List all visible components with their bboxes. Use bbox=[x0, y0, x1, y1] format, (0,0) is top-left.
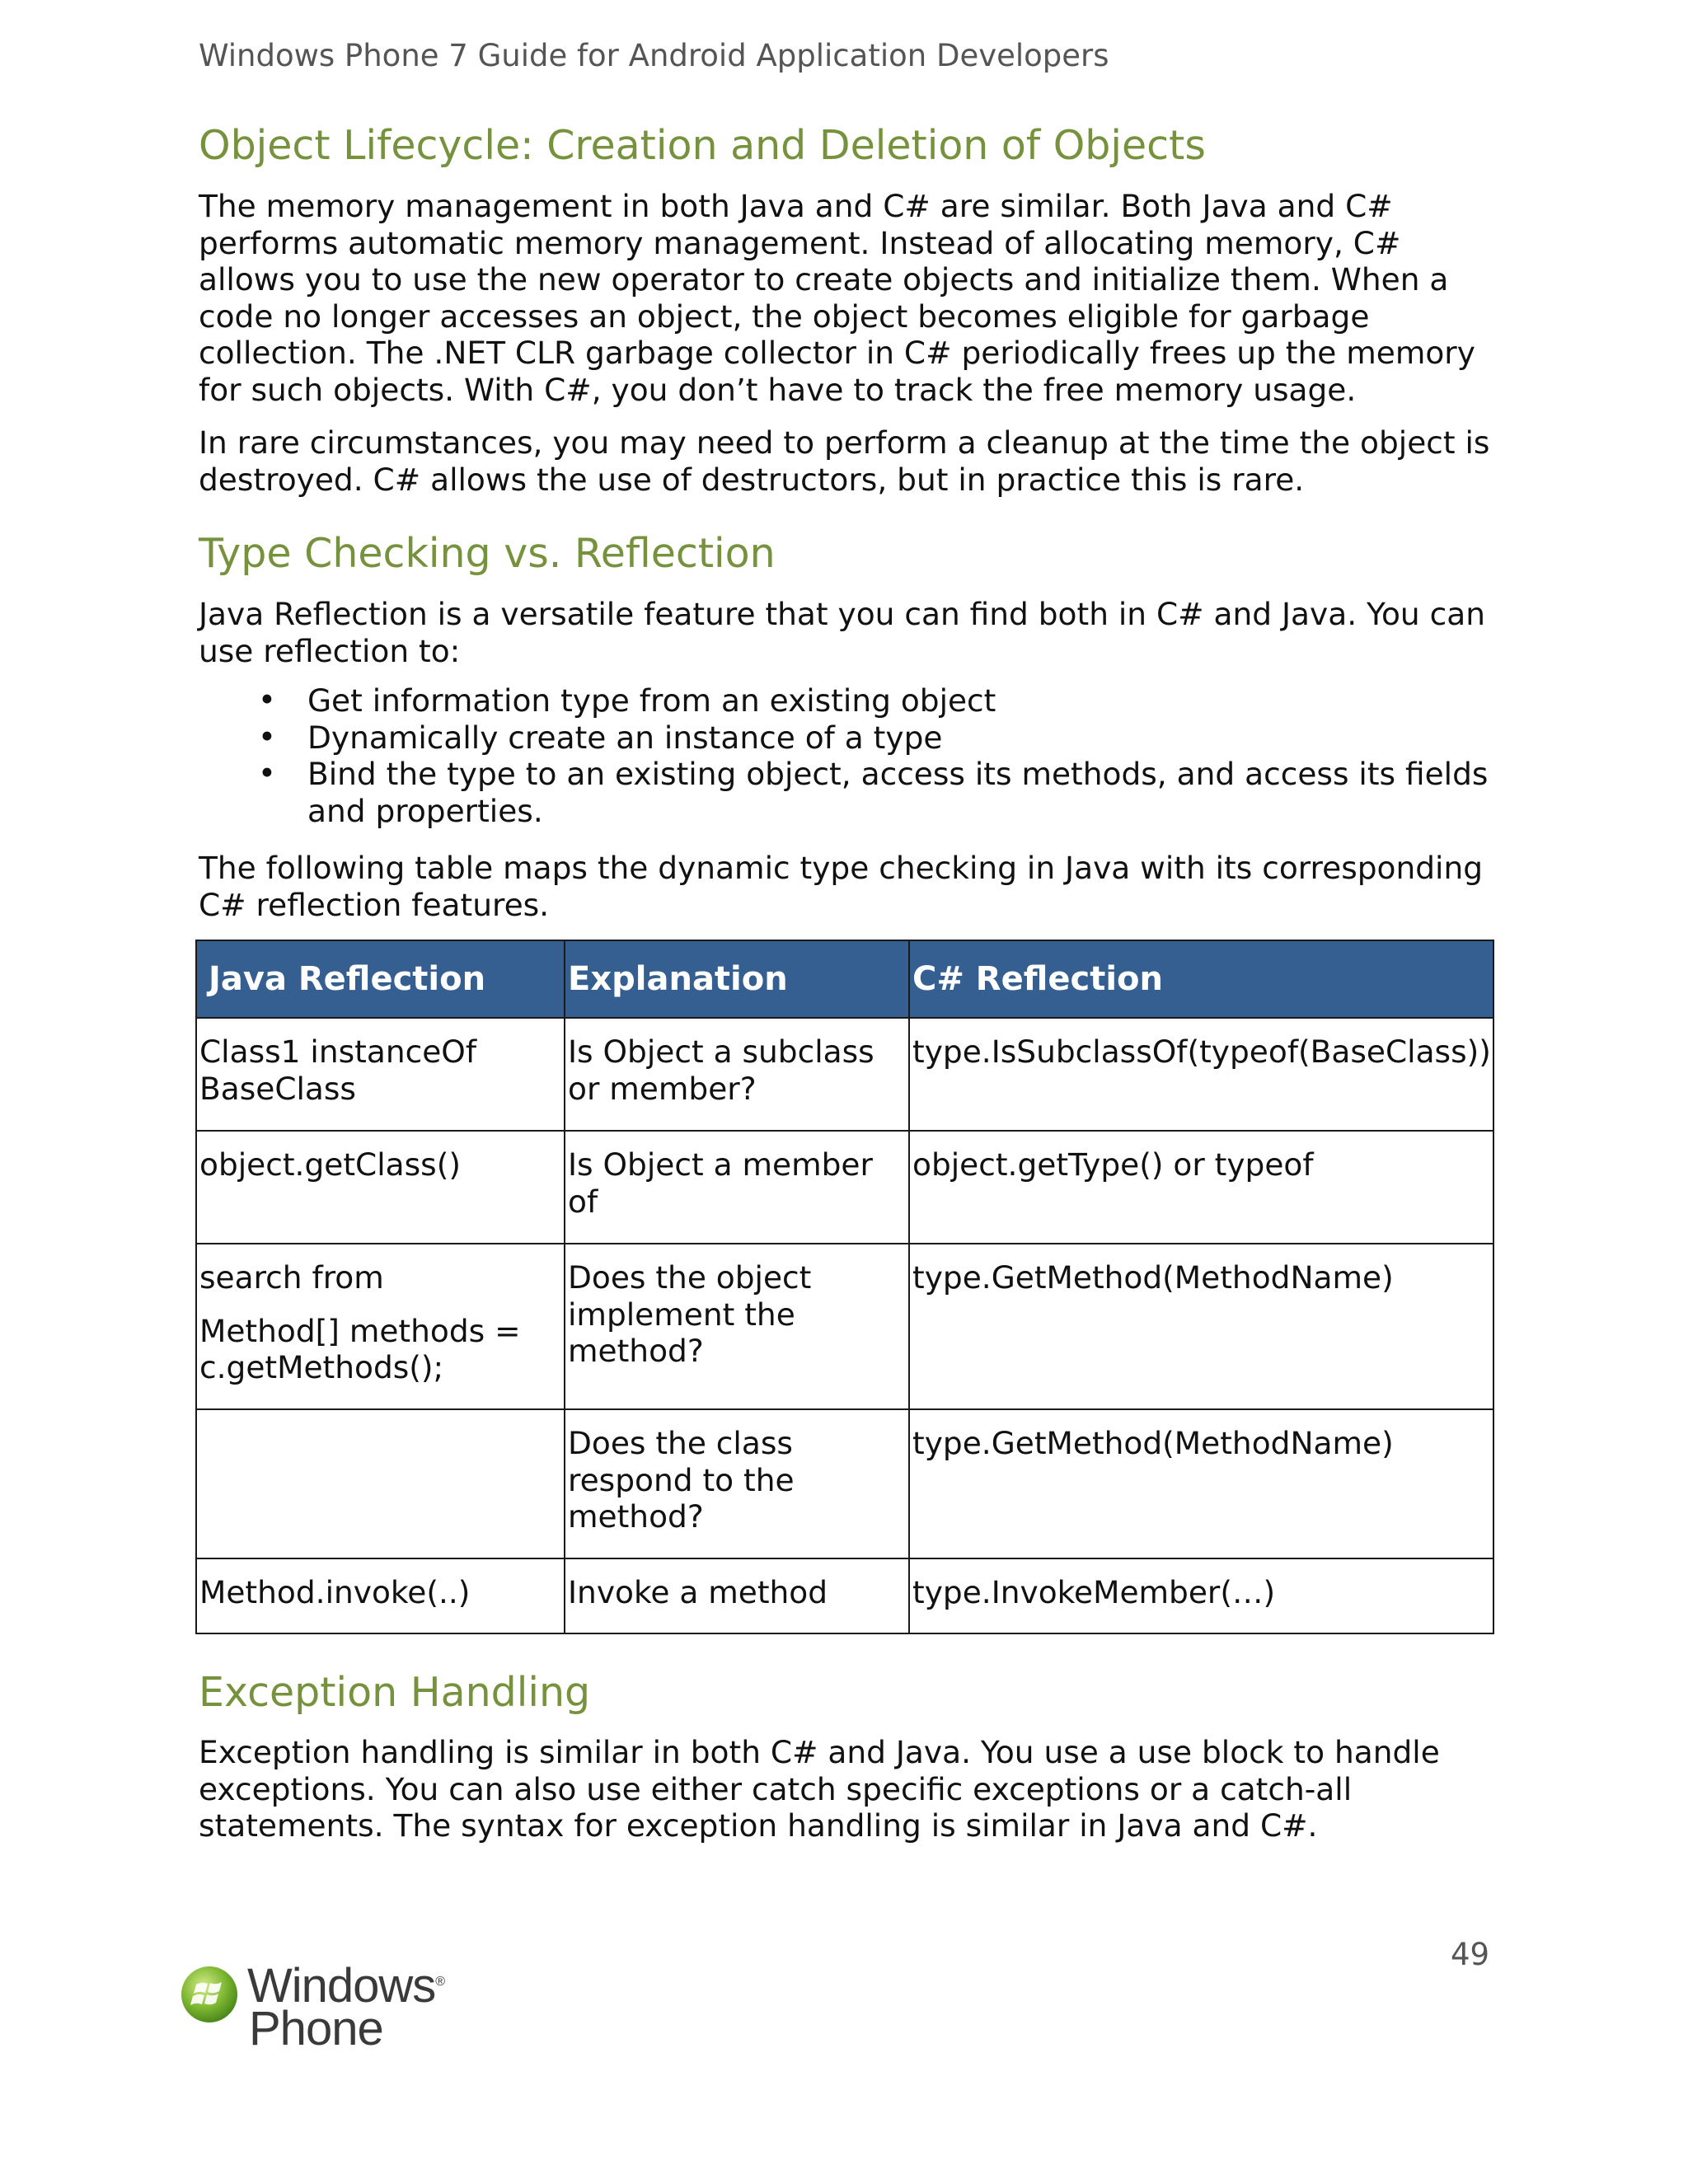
list-item bbox=[199, 756, 1501, 829]
cell-java-text: object.getClass() bbox=[199, 1146, 461, 1183]
running-header: Windows Phone 7 Guide for Android Application Developers bbox=[199, 38, 1109, 73]
table-intro: The following table maps the dynamic type checking in Java with its corresponding C# reflection features. bbox=[199, 850, 1484, 923]
cell-java bbox=[196, 1409, 565, 1558]
cell-java bbox=[196, 1018, 565, 1131]
cell-explanation: Does the object implement the method? bbox=[565, 1244, 909, 1409]
table-row bbox=[196, 1558, 1493, 1633]
lifecycle-paragraph-1: The memory management in both Java and C# are similar. Both Java and C# performs automatic memory management. Instead of allocating memory, C# allows you to use the new operator to create objects and initialize them. When a code no longer accesses an object, the object becomes eligible for garbage collection. The .NET CLR garbage collector in C# periodically frees up the memory for such objects. With C#, you don’t have to track the free memory usage. bbox=[199, 188, 1475, 408]
windows-phone-logo bbox=[180, 1959, 445, 2062]
cell-java-text: Method[] methods = c.getMethods(); bbox=[199, 1312, 521, 1385]
bullet-text: Dynamically create an instance of a type bbox=[307, 719, 943, 756]
type-checking-intro: Java Reflection is a versatile feature that you can find both in C# and Java. You can use reflection to: bbox=[199, 596, 1485, 669]
cell-csharp: object.getType() or typeof bbox=[909, 1131, 1493, 1244]
cell-explanation: Is Object a subclass or member? bbox=[565, 1018, 909, 1131]
logo-wordmark-phone: Phone bbox=[249, 2002, 383, 2055]
cell-csharp: type.InvokeMember(…) bbox=[909, 1558, 1493, 1633]
cell-csharp: type.IsSubclassOf(typeof(BaseClass)) bbox=[909, 1018, 1493, 1131]
column-header-java: Java Reflection bbox=[196, 940, 565, 1018]
lifecycle-text bbox=[199, 188, 1501, 498]
cell-csharp: type.GetMethod(MethodName) bbox=[909, 1409, 1493, 1558]
table-row bbox=[196, 1018, 1493, 1131]
reflection-table bbox=[195, 940, 1494, 1634]
list-item bbox=[199, 682, 1501, 719]
cell-explanation: Does the class respond to the method? bbox=[565, 1409, 909, 1558]
table-row bbox=[196, 1131, 1493, 1244]
cell-explanation: Is Object a member of bbox=[565, 1131, 909, 1244]
cell-java-text: Method.invoke(..) bbox=[199, 1574, 471, 1610]
table-row bbox=[196, 1409, 1493, 1558]
cell-explanation: Invoke a method bbox=[565, 1558, 909, 1633]
column-header-explanation: Explanation bbox=[565, 940, 909, 1018]
cell-java-text: Class1 instanceOf BaseClass bbox=[199, 1033, 477, 1107]
cell-java bbox=[196, 1558, 565, 1633]
lifecycle-paragraph-2: In rare circumstances, you may need to perform a cleanup at the time the object is destroyed. C# allows the use of destructors, but in practice this is rare. bbox=[199, 424, 1490, 498]
bullet-dot-icon: • bbox=[258, 719, 276, 755]
heading-type-checking: Type Checking vs. Reflection bbox=[199, 530, 776, 577]
bullet-text: Get information type from an existing object bbox=[307, 682, 996, 719]
column-header-csharp: C# Reflection bbox=[909, 940, 1493, 1018]
bullet-dot-icon: • bbox=[258, 682, 276, 718]
cell-csharp: type.GetMethod(MethodName) bbox=[909, 1244, 1493, 1409]
table-header-row bbox=[196, 940, 1493, 1018]
exception-paragraph: Exception handling is similar in both C# and Java. You use a use block to handle exceptions. You can also use either catch specific exceptions or a catch-all statements. The syntax for exception handling is similar in Java and C#. bbox=[199, 1734, 1440, 1844]
heading-exception-handling: Exception Handling bbox=[199, 1669, 591, 1716]
windows-flag-icon bbox=[180, 1965, 239, 2024]
cell-java-text: search from bbox=[199, 1259, 384, 1296]
page-number: 49 bbox=[1451, 1937, 1490, 1972]
bullet-text: Bind the type to an existing object, access its methods, and access its fields and properties. bbox=[307, 756, 1489, 829]
table-row bbox=[196, 1244, 1493, 1409]
bullet-dot-icon: • bbox=[258, 756, 276, 791]
reflection-bullet-list bbox=[199, 682, 1501, 829]
cell-java bbox=[196, 1131, 565, 1244]
logo-registered-mark: ® bbox=[435, 1975, 445, 1989]
list-item bbox=[199, 719, 1501, 757]
cell-java bbox=[196, 1244, 565, 1409]
heading-object-lifecycle: Object Lifecycle: Creation and Deletion of Objects bbox=[199, 122, 1206, 169]
logo-word-windows: Windows bbox=[247, 1959, 436, 2013]
